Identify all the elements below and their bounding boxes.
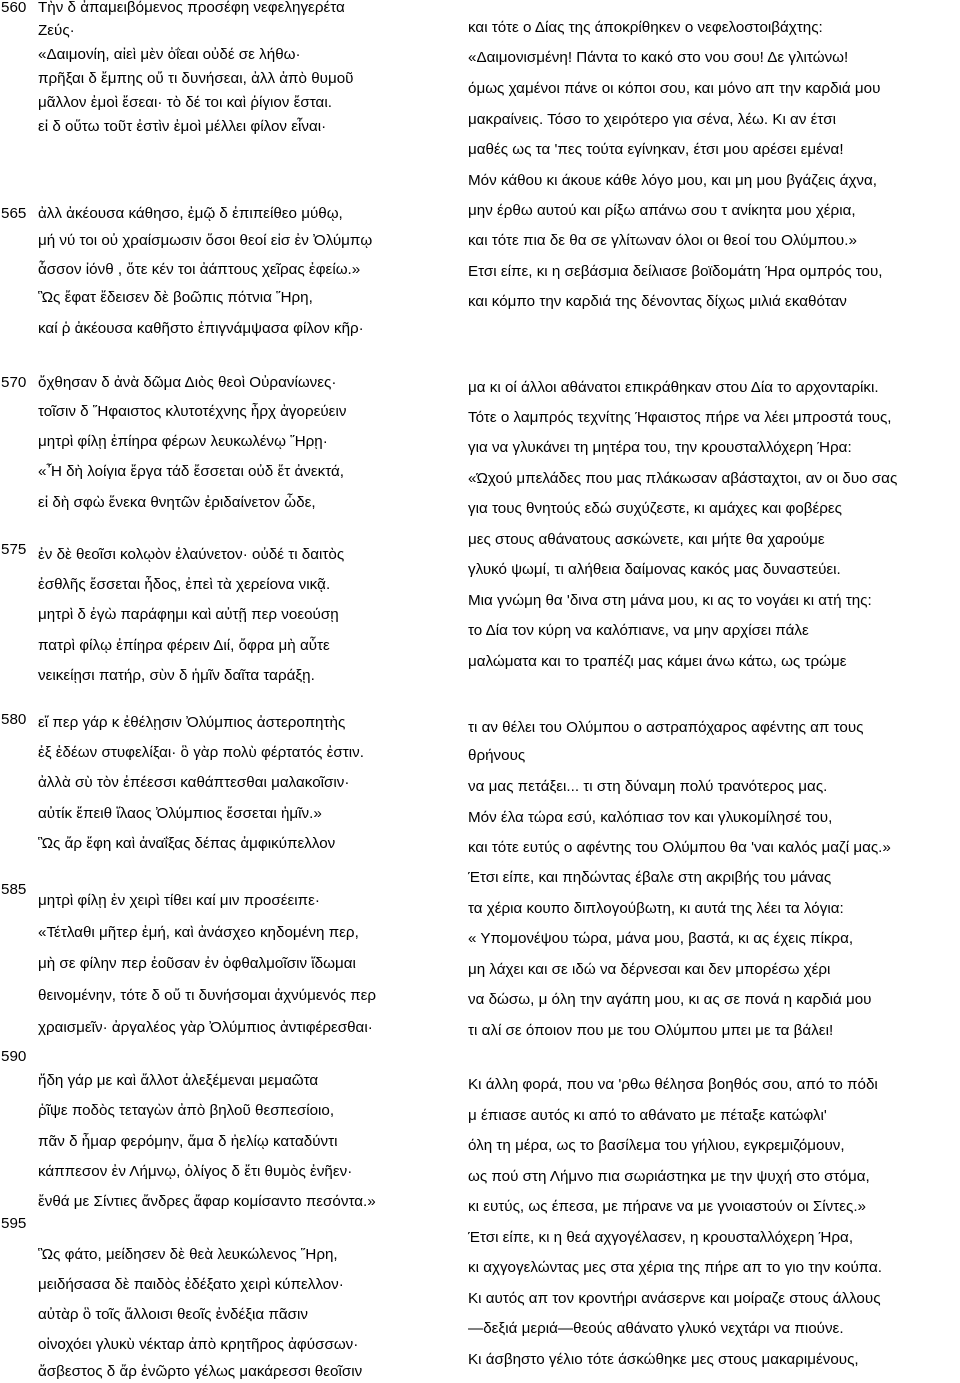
modern-line: και τότε ο Δίας της άποκρίθηκεν ο νεφελοστοιβάχτης:	[468, 19, 823, 36]
line-number: 590	[1, 1048, 27, 1065]
greek-line: μειδήσασα δὲ παιδὸς ἐδέξατο χειρὶ κύπελλον·	[38, 1276, 344, 1293]
modern-line: μη λάχει και σε ιδώ να δέρνεσαι και δεν μπορέσω χέρι	[468, 961, 831, 978]
greek-line: χραισμεῖν· ἀργαλέος γὰρ Ὀλύμπιος ἀντιφέρεσθαι·	[38, 1019, 373, 1036]
greek-line: εἴ περ γάρ κ ἐθέλῃσιν Ὀλύμπιος ἀστεροπητὴς	[38, 714, 346, 731]
greek-line: Ὣς φάτο, μείδησεν δὲ θεὰ λευκώλενος Ἥρη,	[38, 1246, 338, 1263]
modern-line: « Υπομονέψου τώρα, μάνα μου, βαστά, κι ας έχεις πίκρα,	[468, 930, 854, 947]
greek-line: τοῖσιν δ Ἥφαιστος κλυτοτέχνης ἦρχ ἀγορεύειν	[38, 403, 347, 420]
modern-line: για τους θνητούς εδώ συχύζεστε, κι αμάχες και φοβέρες	[468, 500, 843, 517]
modern-line: Μόν κάθου κι άκουε κάθε λόγο μου, και μη μου βγάζεις άχνα,	[468, 172, 878, 189]
modern-line: τι αν θέλει του Ολύμπου ο αστραπόχαρος αφέντης απ τους	[468, 719, 864, 736]
modern-line: Τότε ο λαμπρός τεχνίτης Ήφαιστος πήρε να λέει μπροστά τους,	[468, 409, 892, 426]
greek-line: Ὣς ἔφατ ἔδεισεν δὲ βοῶπις πότνια Ἥρη,	[38, 289, 313, 306]
greek-line: νεικείῃσι πατήρ, σὺν δ ἡμῖν δαῖτα ταράξῃ.	[38, 667, 315, 684]
modern-line: τι αλί σε όποιον που με του Ολύμπου μπει με τα βάλει!	[468, 1022, 834, 1039]
greek-line: μὴ σε φίλην περ ἐοῦσαν ἐν ὀφθαλμοῖσιν ἴδωμαι	[38, 955, 356, 972]
greek-line: ἀλλὰ σὺ τὸν ἐπέεσσι καθάπτεσθαι μαλακοῖσιν·	[38, 774, 350, 791]
greek-line: πατρὶ φίλῳ ἐπίηρα φέρειν Διί, ὄφρα μὴ αὖτε	[38, 637, 330, 654]
modern-line: για να γλυκάνει τη μητέρα του, την κρουσταλλόχερη Ήρα:	[468, 439, 852, 456]
modern-line: όλη τη μέρα, ως το βασίλεμα του γήλιου, εγκρεμιζόμουν,	[468, 1137, 845, 1154]
modern-line: μαθές ως τα 'πες τούτα εγίνηκαν, έτσι μου αρέσει εμένα!	[468, 141, 844, 158]
greek-line: «Δαιμονίη, αἰεὶ μὲν ὀΐεαι οὐδέ σε λήθω·	[38, 46, 301, 63]
modern-line: Μια γνώμη θα 'δινα στη μάνα μου, κι ας το νογάει κι ατή της:	[468, 592, 872, 609]
modern-line: Κι άσβηστο γέλιο τότε άσκώθηκε μες στους μακαριμένους,	[468, 1351, 859, 1368]
greek-line: Ζεύς·	[38, 22, 75, 39]
modern-line: και τότε πια δε θα σε γλίτωναν όλοι οι θεοί του Ολύμπου.»	[468, 232, 857, 249]
modern-line: Έτσι είπε, και πηδώντας έβαλε στη ακριβής του μάνας	[468, 869, 832, 886]
modern-line: «Δαιμονισμένη! Πάντα το κακό στο νου σου! Δε γλιτώνω!	[468, 49, 849, 66]
modern-line: και τότε ευτύς ο αφέντης του Ολύμπου θα 'ναι καλός μαζί μας.»	[468, 839, 891, 856]
line-number: 585	[1, 881, 27, 898]
modern-line: Έτσι είπε, κι η θεά αχγογέλασεν, η κρουσταλλόχερη Ήρα,	[468, 1229, 854, 1246]
modern-line: Μόν έλα τώρα εσύ, καλόπιασ τον και γλυκομίλησέ του,	[468, 809, 833, 826]
modern-line: μες στους αθάνατους ασκώνετε, και μήτε θα χαρούμε	[468, 531, 825, 548]
greek-line: «Ἦ δὴ λοίγια ἔργα τάδ ἔσσεται οὐδ ἔτ ἀνεκτά,	[38, 463, 344, 480]
greek-line: εἰ δ οὕτω τοῦτ ἐστὶν ἐμοὶ μέλλει φίλον εἶναι·	[38, 118, 327, 135]
modern-line: κι ευτύς, ως έπεσα, με πήρανε να με γνοιαστούν οι Σίντες.»	[468, 1198, 867, 1215]
greek-line: μητρὶ φίλῃ ἐν χειρὶ τίθει καί μιν προσέειπε·	[38, 892, 320, 909]
line-number: 580	[1, 711, 27, 728]
modern-line: Ετσι είπε, κι η σεβάσμια δείλιασε βοϊδομάτη Ήρα ομπρός του,	[468, 263, 883, 280]
greek-line: μητρὶ φίλῃ ἐπίηρα φέρων λευκωλένῳ Ἥρῃ·	[38, 433, 328, 450]
greek-line: «Τέτλαθι μῆτερ ἐμή, καὶ ἀνάσχεο κηδομένη περ,	[38, 924, 359, 941]
modern-line: κι αχγογελώντας μες στα χέρια της πήρε απ το γιο την κούπα.	[468, 1259, 883, 1276]
greek-line: κάππεσον ἐν Λήμνῳ, ὀλίγος δ ἔτι θυμὸς ἐνῆεν·	[38, 1163, 353, 1180]
greek-line: αὐτίκ ἔπειθ ἵλαος Ὀλύμπιος ἔσσεται ἡμῖν.»	[38, 805, 322, 822]
modern-line: θρήνους	[468, 747, 526, 764]
greek-line: ἤδη γάρ με καὶ ἄλλοτ ἀλεξέμεναι μεμαῶτα	[38, 1072, 319, 1089]
modern-line: τα χέρια κουπο διπλογούβωτη, κι αυτά της λέει τα λόγια:	[468, 900, 844, 917]
line-number: 560	[1, 0, 27, 16]
modern-line: να δώσω, μ όλη την αγάπη μου, κι ας σε πονά η καρδιά μου	[468, 991, 872, 1008]
greek-line: καί ῥ ἀκέουσα καθῆστο ἐπιγνάμψασα φίλον κῆρ·	[38, 320, 364, 337]
greek-line: πρῆξαι δ ἔμπης οὔ τι δυνήσεαι, ἀλλ ἀπὸ θυμοῦ	[38, 70, 354, 87]
greek-line: μᾶλλον ἐμοὶ ἔσεαι· τὸ δέ τοι καὶ ῥίγιον ἔσται.	[38, 94, 332, 111]
greek-line: ἐσθλῆς ἔσσεται ἦδος, ἐπεὶ τὰ χερείονα νικᾷ.	[38, 576, 331, 593]
greek-line: εἰ δὴ σφὼ ἕνεκα θνητῶν ἐριδαίνετον ὧδε,	[38, 494, 316, 511]
greek-line: αὐτὰρ ὃ τοῖς ἄλλοισι θεοῖς ἐνδέξια πᾶσιν	[38, 1306, 309, 1323]
modern-line: μην έρθω αυτού και ρίξω απάνω σου τ ανίκητα μου χέρια,	[468, 202, 856, 219]
modern-line: ως πού στη Λήμνο πια σωριάστηκα με την ψυχή στο στόμα,	[468, 1168, 870, 1185]
greek-line: πᾶν δ ἦμαρ φερόμην, ἅμα δ ἠελίῳ καταδύντι	[38, 1133, 338, 1150]
greek-line: ἐξ ἑδέων στυφελίξαι· ὃ γὰρ πολὺ φέρτατός ἐστιν.	[38, 744, 364, 761]
modern-line: το Δία τον κύρη να καλόπιανε, να μην αρχίσει πάλε	[468, 622, 809, 639]
modern-line: «Ώχού μπελάδες που μας πλάκωσαν αβάσταχτοι, αν οι δυο σας	[468, 470, 898, 487]
greek-line: μητρὶ δ ἐγὼ παράφημι καὶ αὐτῇ περ νοεούσῃ	[38, 606, 339, 623]
greek-line: μή νύ τοι οὐ χραίσμωσιν ὅσοι θεοί εἰσ ἐν Ὀλύμπῳ	[38, 232, 373, 249]
modern-line: μ έπιασε αυτός κι από το αθάνατο με πέταξε κατώφλι'	[468, 1107, 827, 1124]
modern-line: να μας πετάξει... τι στη δύναμη πολύ τρανότερος μας.	[468, 778, 828, 795]
modern-line: μαλώματα και το τραπέζι μας κάμει άνω κάτω, ως τρώμε	[468, 653, 847, 670]
modern-line: γλυκό ψωμί, τι αλήθεια δαίμονας κακός μας δυναστεύει.	[468, 561, 841, 578]
greek-line: θεινομένην, τότε δ οὔ τι δυνήσομαι ἀχνύμενός περ	[38, 987, 377, 1004]
line-number: 595	[1, 1215, 27, 1232]
line-number: 565	[1, 205, 27, 222]
modern-line: μακραίνεις. Τόσο το χειρότερο για σένα, λέω. Κι αν έτσι	[468, 111, 836, 128]
greek-line: ἀλλ ἀκέουσα κάθησο, ἐμῷ δ ἐπιπείθεο μύθῳ,	[38, 205, 343, 222]
line-number: 570	[1, 374, 27, 391]
modern-line: μα κι οί άλλοι αθάνατοι επικράθηκαν στου Δία το αρχονταρίκι.	[468, 379, 879, 396]
greek-line: ἐν δὲ θεοῖσι κολῳὸν ἐλαύνετον· οὐδέ τι δαιτὸς	[38, 546, 345, 563]
greek-line: Τὴν δ ἀπαμειβόμενος προσέφη νεφεληγερέτα	[38, 0, 345, 16]
modern-line: και κόμπο την καρδιά της δένοντας δίχως μιλιά εκαθόταν	[468, 293, 847, 310]
modern-line: ―δεξιά μεριά―θεούς αθάνατο γλυκό νεχτάρι να πιούνε.	[468, 1320, 844, 1337]
greek-line: ἄσβεστος δ ἄρ ἐνῶρτο γέλως μακάρεσσι θεοῖσιν	[38, 1363, 363, 1380]
modern-line: όμως χαμένοι πάνε οι κόποι σου, και μόνο απ την καρδιά μου	[468, 80, 881, 97]
modern-line: Κι άλλη φορά, που να 'ρθω θέλησα βοηθός σου, από το πόδι	[468, 1076, 878, 1093]
greek-line: ὄχθησαν δ ἀνὰ δῶμα Διὸς θεοὶ Οὐρανίωνες·	[38, 374, 337, 391]
modern-line: Κι αυτός απ τον κροντήρι ανάσερνε και μοίραζε στους άλλους	[468, 1290, 881, 1307]
greek-line: ἔνθά με Σίντιες ἄνδρες ἄφαρ κομίσαντο πεσόντα.»	[38, 1193, 376, 1210]
line-number: 575	[1, 541, 27, 558]
greek-line: ἆσσον ἰόνθ , ὅτε κέν τοι ἀάπτους χεῖρας ἐφείω.»	[38, 261, 361, 278]
greek-line: ῥῖψε ποδὸς τεταγὼν ἀπὸ βηλοῦ θεσπεσίοιο,	[38, 1102, 335, 1119]
greek-line: Ὣς ἄρ ἔφη καὶ ἀναΐξας δέπας ἀμφικύπελλον	[38, 835, 336, 852]
greek-line: οἰνοχόει γλυκὺ νέκταρ ἀπὸ κρητῆρος ἀφύσσων·	[38, 1336, 359, 1353]
